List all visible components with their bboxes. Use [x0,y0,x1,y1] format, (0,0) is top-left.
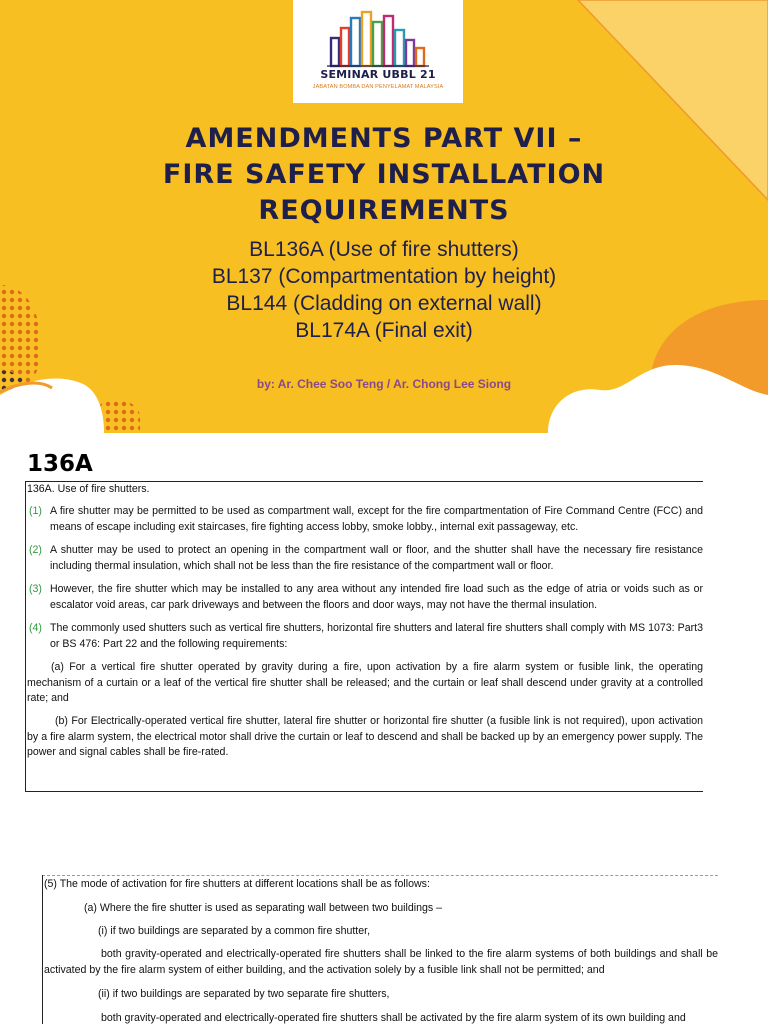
clause-title: 136A. Use of fire shutters. [27,483,150,495]
logo-title: SEMINAR UBBL 21 [320,68,436,81]
item-5: (5) The mode of activation for fire shutters at different locations shall be as follows: [44,878,430,890]
author-byline: by: Ar. Chee Soo Teng / Ar. Chong Lee Siong [256,377,512,391]
item-text: However, the fire shutter which may be installed to any area without any intended fire load such as the edge of atria or voids such as or escalator void areas, car park driveways and between the floors and door ways, may not have the thermal insulation. [50,583,703,611]
item-text: The commonly used shutters such as vertical fire shutters, horizontal fire shutters and lateral fire shutters shall comply with MS 1073: Part3 or BS 476: Part 22 and the following requirements: [50,622,703,650]
cover-slide [0,0,768,433]
item-number: (4) [29,622,42,634]
slide-subtitle [0,236,768,344]
item-5a-ii: (ii) if two buildings are separated by two separate fire shutters, [98,988,390,1000]
title-line: FIRE SAFETY INSTALLATION [162,159,606,190]
section-heading: 136A [27,451,93,477]
subtitle-line: BL137 (Compartmentation by height) [211,265,557,288]
item-number: (1) [29,505,42,517]
page2-top-rule [42,875,718,876]
subtitle-line: BL174A (Final exit) [295,319,473,342]
sub-clause-a: (a) For a vertical fire shutter operated by gravity during a fire, upon activation by a fire alarm system or fusible link, the operating mechanism of a curtain or a leaf of the vertical fire shutter shall be released; and the curtain or leaf shall descend under gravity at a controlled rate; and [27,661,703,704]
item-5a-i-text: both gravity-operated and electrically-operated fire shutters shall be linked to the fire alarm systems of both buildings and shall be activated by the fire alarm system of either building, and the activation solely by a fusible link shall not be permitted; and [44,948,718,976]
item-number: (3) [29,583,42,595]
slide-title [0,121,768,229]
item-text: A shutter may be used to protect an opening in the compartment wall or floor, and the shutter shall have the necessary fire resistance including thermal insulation, which shall not be less than the fire resistance of the compartment wall or floor. [50,544,703,572]
title-line: AMENDMENTS PART VII – [185,123,583,154]
seminar-logo [293,0,463,103]
item-number: (2) [29,544,42,556]
item-text: A fire shutter may be permitted to be used as compartment wall, except for the fire compartmentation of Fire Command Centre (FCC) and means of escape including exit staircases, fire fighting access lobby, smoke lobby., internal exit passageway, etc. [50,505,703,533]
page2-left-rule [42,875,43,1024]
clause-136a-continued [44,877,718,1024]
subtitle-line: BL144 (Cladding on external wall) [226,292,542,315]
clause-136a [27,482,703,792]
subtitle-line: BL136A (Use of fire shutters) [249,238,519,261]
title-line: REQUIREMENTS [258,195,510,226]
item-5a: (a) Where the fire shutter is used as separating wall between two buildings – [84,902,443,914]
item-5a-i: (i) if two buildings are separated by a common fire shutter, [98,925,371,937]
item-5a-ii-text: both gravity-operated and electrically-operated fire shutters shall be activated by the fire alarm system of its own building and [101,1012,686,1024]
sub-clause-b: (b) For Electrically-operated vertical fire shutter, lateral fire shutter or horizontal fire shutter (a fusible link is not required), upon activation by a fire alarm system, the electrical motor shall drive the curtain or leaf to descend and shall be backed up by an emergency power supply. The power and signal cables shall be fire-rated. [27,715,703,758]
logo-subtitle: JABATAN BOMBA DAN PENYELAMAT MALAYSIA [312,84,444,90]
city-skyline-icon [327,8,429,68]
